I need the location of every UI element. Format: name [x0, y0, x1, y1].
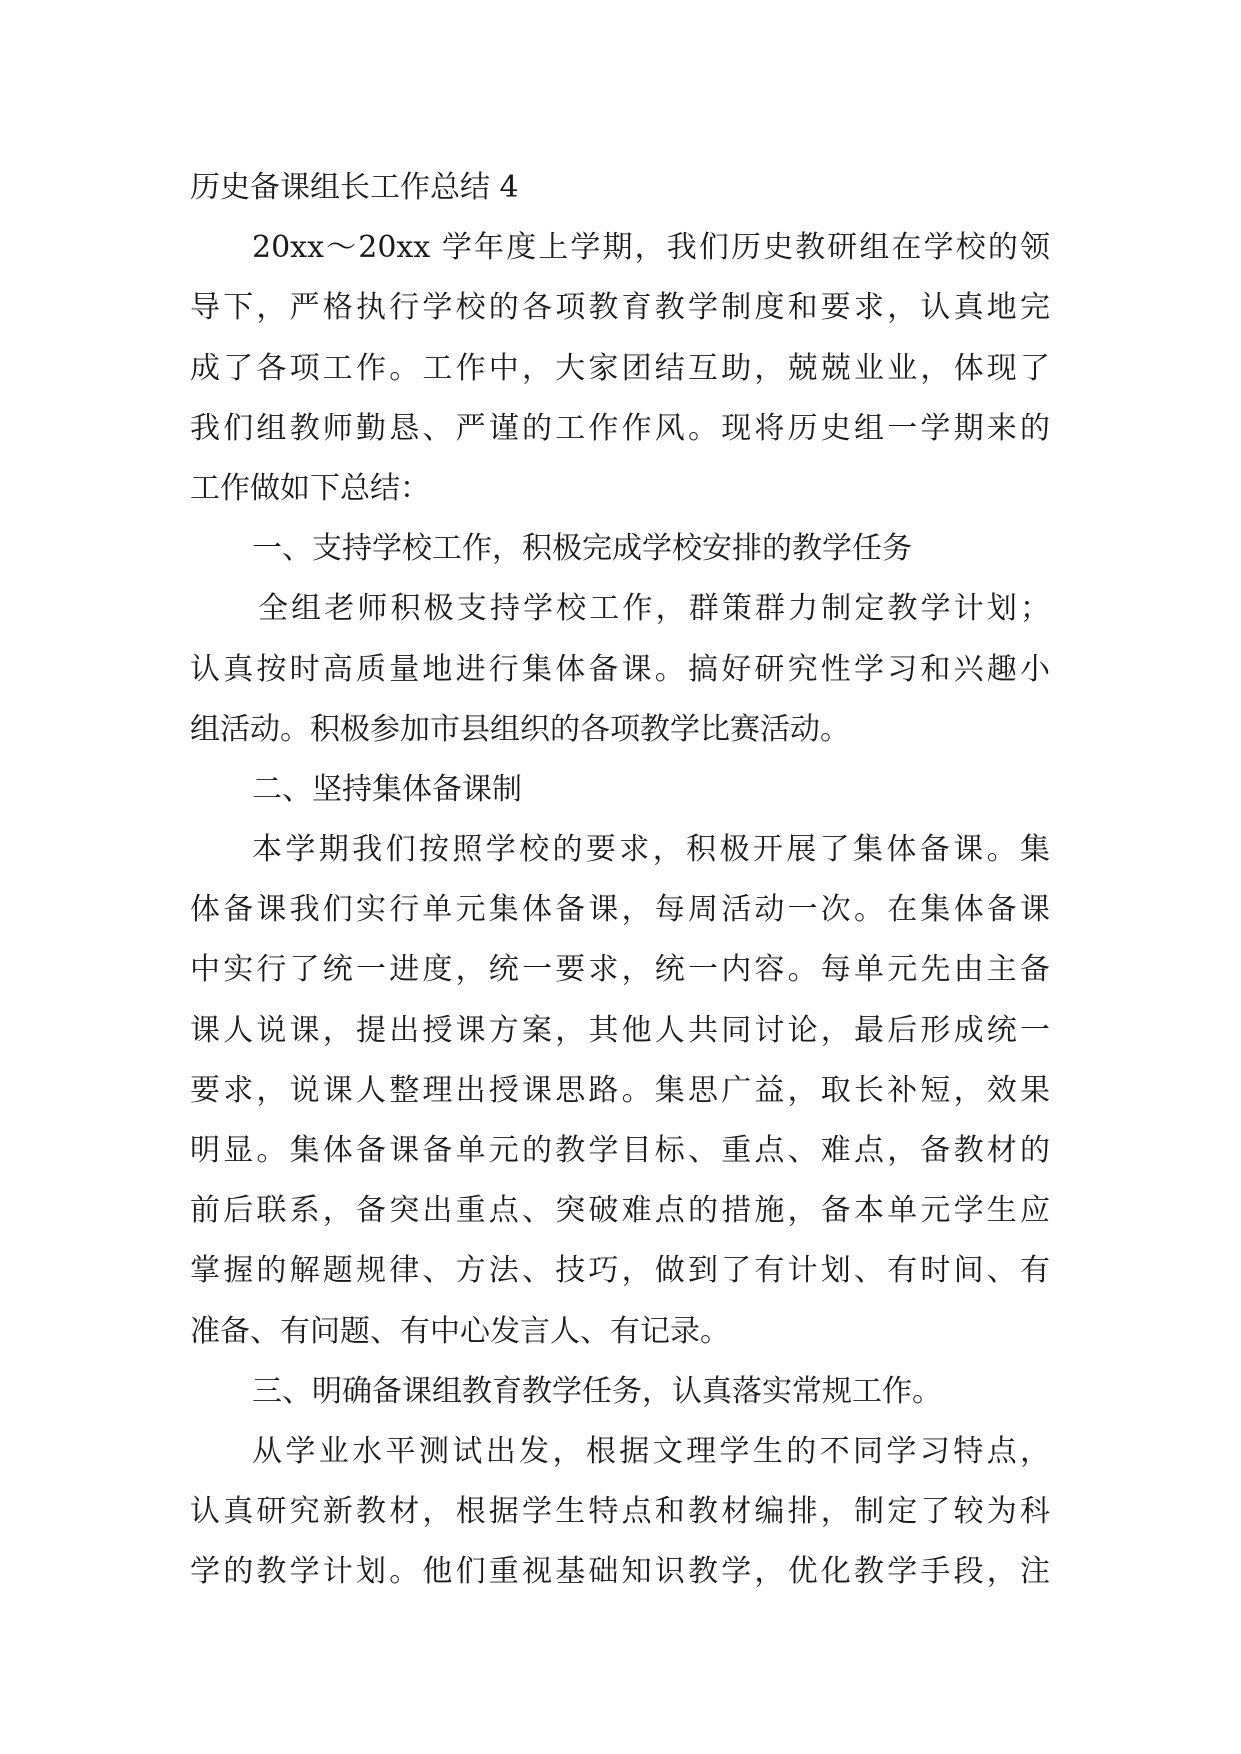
paragraph-line: 从学业水平测试出发，根据文理学生的不同学习特点， [252, 1433, 1050, 1469]
paragraph-line: 准备、有问题、有中心发言人、有记录。 [190, 1313, 730, 1349]
section-heading: 一、支持学校工作，积极完成学校安排的教学任务 [252, 531, 912, 567]
paragraph-line: 课人说课，提出授课方案，其他人共同讨论，最后形成统一 [190, 1012, 1050, 1048]
document-title: 历史备课组长工作总结 4 [190, 170, 519, 205]
paragraph-line: 我们组教师勤恳、严谨的工作作风。现将历史组一学期来的 [190, 410, 1050, 446]
paragraph-line: 要求，说课人整理出授课思路。集思广益，取长补短，效果 [190, 1072, 1050, 1108]
paragraph-line: 导下，严格执行学校的各项教育教学制度和要求，认真地完 [190, 290, 1050, 326]
document-body [190, 158, 1050, 1603]
paragraph-line: 体备课我们实行单元集体备课，每周活动一次。在集体备课 [190, 892, 1050, 928]
paragraph-line: 全组老师积极支持学校工作，群策群力制定教学计划； [258, 591, 1050, 627]
paragraph-line: 组活动。积极参加市县组织的各项教学比赛活动。 [190, 711, 850, 747]
paragraph-line: 20xx～20xx 学年度上学期，我们历史教研组在学校的领 [252, 230, 1050, 266]
paragraph-line: 前后联系，备突出重点、突破难点的措施，备本单元学生应 [190, 1193, 1050, 1229]
section-heading: 二、坚持集体备课制 [252, 771, 522, 807]
paragraph-line: 学的教学计划。他们重视基础知识教学，优化教学手段，注 [190, 1554, 1050, 1590]
paragraph-line: 认真研究新教材，根据学生特点和教材编排，制定了较为科 [190, 1494, 1050, 1530]
paragraph-line: 明显。集体备课备单元的教学目标、重点、难点，备教材的 [190, 1133, 1050, 1168]
paragraph-line: 中实行了统一进度，统一要求，统一内容。每单元先由主备 [190, 952, 1050, 988]
paragraph-line: 掌握的解题规律、方法、技巧，做到了有计划、有时间、有 [190, 1253, 1050, 1289]
paragraph-line: 成了各项工作。工作中，大家团结互助，兢兢业业，体现了 [190, 350, 1050, 386]
paragraph-line: 本学期我们按照学校的要求，积极开展了集体备课。集 [252, 832, 1050, 868]
paragraph-line: 认真按时高质量地进行集体备课。搞好研究性学习和兴趣小 [190, 651, 1050, 687]
paragraph-line: 工作做如下总结： [190, 470, 430, 506]
section-heading: 三、明确备课组教育教学任务，认真落实常规工作。 [252, 1373, 942, 1409]
